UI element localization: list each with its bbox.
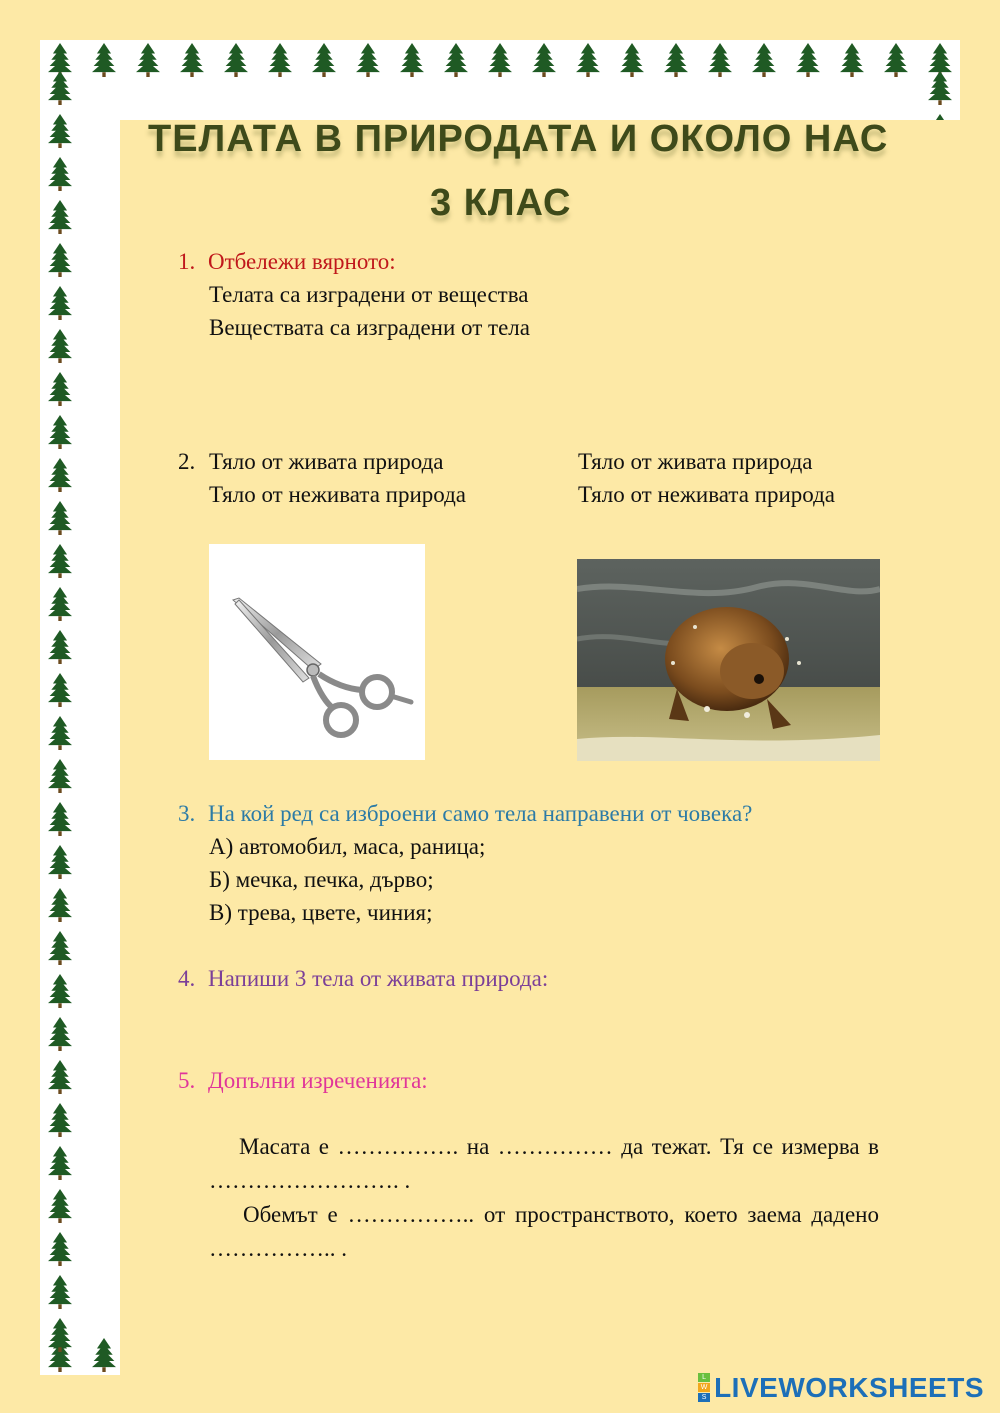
logo-mark-s: S bbox=[698, 1393, 710, 1402]
tree-icon bbox=[796, 43, 820, 77]
q1-heading bbox=[178, 249, 396, 275]
tree-icon bbox=[48, 587, 72, 621]
tree-icon bbox=[48, 716, 72, 750]
scissors-image bbox=[209, 544, 425, 760]
scissors-icon bbox=[209, 544, 425, 760]
tree-icon bbox=[48, 372, 72, 406]
q4-prompt: Напиши 3 тела от живата природа: bbox=[208, 966, 549, 991]
tree-icon bbox=[48, 458, 72, 492]
tree-icon bbox=[400, 43, 424, 77]
tree-icon bbox=[48, 888, 72, 922]
tree-icon bbox=[356, 43, 380, 77]
tree-icon bbox=[48, 845, 72, 879]
q3-heading bbox=[178, 801, 752, 827]
tree-icon bbox=[48, 243, 72, 277]
q2-right-option-1[interactable]: Тяло от живата природа bbox=[578, 449, 813, 474]
q1-option-2[interactable]: Веществата са изградени от тела bbox=[209, 315, 530, 340]
tree-icon bbox=[48, 802, 72, 836]
tree-icon bbox=[48, 114, 72, 148]
tree-icon bbox=[224, 43, 248, 77]
q1-number: 1. bbox=[178, 249, 196, 274]
tree-icon bbox=[488, 43, 512, 77]
q2-left-option-2[interactable]: Тяло от неживата природа bbox=[209, 482, 467, 507]
q3-number: 3. bbox=[178, 801, 196, 826]
q2-left-option-1[interactable]: Тяло от живата природа bbox=[209, 449, 444, 474]
tree-icon bbox=[884, 43, 908, 77]
tree-icon bbox=[48, 931, 72, 965]
q4-heading bbox=[178, 966, 548, 992]
tree-icon bbox=[48, 630, 72, 664]
tree-icon bbox=[620, 43, 644, 77]
tree-icon bbox=[48, 673, 72, 707]
page-title: ТЕЛАТА В ПРИРОДАТА И ОКОЛО НАС bbox=[148, 118, 889, 160]
q3-option-a[interactable]: А) автомобил, маса, раница; bbox=[209, 834, 486, 859]
grade-title: 3 КЛАС bbox=[430, 182, 572, 224]
tree-icon bbox=[48, 544, 72, 578]
tree-icon bbox=[752, 43, 776, 77]
tree-icon bbox=[532, 43, 556, 77]
bear-icon bbox=[577, 559, 880, 761]
q5-heading bbox=[178, 1068, 428, 1094]
liveworksheets-logo bbox=[698, 1371, 984, 1405]
tree-icon bbox=[48, 71, 72, 105]
q5-number: 5. bbox=[178, 1068, 196, 1093]
tree-icon bbox=[92, 43, 116, 77]
tree-icon bbox=[48, 415, 72, 449]
tree-icon bbox=[268, 43, 292, 77]
tree-icon bbox=[48, 501, 72, 535]
tree-icon bbox=[444, 43, 468, 77]
tree-icon bbox=[48, 157, 72, 191]
tree-icon bbox=[180, 43, 204, 77]
tree-icon bbox=[48, 1318, 72, 1352]
q3-option-c[interactable]: В) трева, цвете, чиния; bbox=[209, 900, 433, 925]
tree-icon bbox=[312, 43, 336, 77]
tree-icon bbox=[664, 43, 688, 77]
logo-mark-w: W bbox=[698, 1383, 710, 1392]
tree-icon bbox=[928, 71, 952, 105]
q5-prompt: Допълни изреченията: bbox=[208, 1068, 428, 1093]
tree-icon bbox=[48, 1232, 72, 1266]
logo-mark-l: L bbox=[698, 1373, 710, 1382]
q2-number: 2. bbox=[178, 449, 196, 474]
q3-prompt: На кой ред са изброени само тела направени от човека? bbox=[208, 801, 753, 826]
tree-icon bbox=[48, 1189, 72, 1223]
tree-icon bbox=[48, 286, 72, 320]
tree-icon bbox=[576, 43, 600, 77]
tree-icon bbox=[840, 43, 864, 77]
tree-icon bbox=[136, 43, 160, 77]
tree-icon bbox=[48, 1146, 72, 1180]
tree-icon bbox=[48, 200, 72, 234]
tree-icon bbox=[48, 974, 72, 1008]
liveworksheets-text: LIVEWORKSHEETS bbox=[714, 1372, 984, 1403]
tree-icon bbox=[48, 759, 72, 793]
q1-prompt: Отбележи вярното: bbox=[208, 249, 396, 274]
tree-icon bbox=[48, 1103, 72, 1137]
q3-option-b[interactable]: Б) мечка, печка, дърво; bbox=[209, 867, 434, 892]
tree-icon bbox=[48, 1017, 72, 1051]
tree-icon bbox=[708, 43, 732, 77]
q2-right-option-2[interactable]: Тяло от неживата природа bbox=[578, 482, 836, 507]
q1-option-1[interactable]: Телата са изградени от вещества bbox=[209, 282, 529, 307]
liveworksheets-mark-icon bbox=[698, 1373, 710, 1403]
tree-icon bbox=[48, 329, 72, 363]
tree-icon bbox=[48, 1275, 72, 1309]
q5-sentence-2[interactable]: Обемът е …………….. от пространството, което заема дадено …………….. . bbox=[209, 1202, 879, 1261]
tree-icon bbox=[48, 1060, 72, 1094]
q5-sentence-1[interactable]: Масата е ……………. на …………… да тежат. Тя се измерва в ……………………. . bbox=[209, 1134, 879, 1193]
bear-image bbox=[577, 559, 880, 761]
tree-icon bbox=[92, 1338, 116, 1372]
q4-number: 4. bbox=[178, 966, 196, 991]
